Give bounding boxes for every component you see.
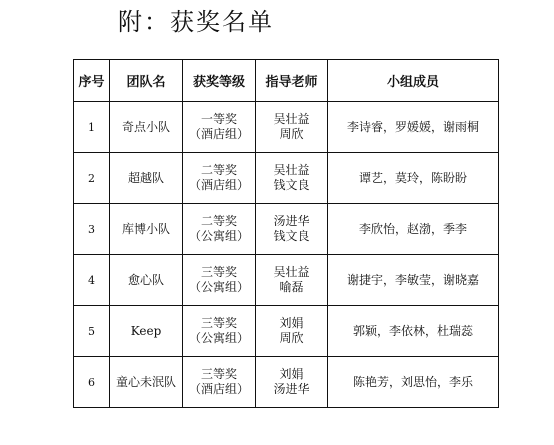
advisor-name: 吴壮益 <box>273 163 310 177</box>
award-group: （公寓组） <box>188 229 249 243</box>
advisor-name: 周欣 <box>279 331 304 345</box>
row-index: 6 <box>74 357 110 408</box>
advisor-name: 钱文良 <box>273 229 310 243</box>
award-group: （公寓组） <box>188 331 249 345</box>
team-members: 谢捷宇，李敏莹，谢晓嘉 <box>328 255 499 306</box>
advisors <box>256 153 328 204</box>
advisors <box>256 255 328 306</box>
row-index: 2 <box>74 153 110 204</box>
table-row <box>74 306 499 357</box>
award-rank: 二等奖 <box>200 214 237 228</box>
table-row <box>74 204 499 255</box>
award-group: （酒店组） <box>188 178 249 192</box>
award-rank: 一等奖 <box>200 112 237 126</box>
row-index: 5 <box>74 306 110 357</box>
team-members: 李欣怡，赵渤，季李 <box>328 204 499 255</box>
advisor-name: 喻磊 <box>279 280 304 294</box>
page-title: 附：获奖名单 <box>118 8 274 36</box>
award-group: （酒店组） <box>188 382 249 396</box>
advisor-name: 汤进华 <box>273 214 310 228</box>
team-name: 愈心队 <box>110 255 183 306</box>
advisor-name: 刘娟 <box>279 367 304 381</box>
award-rank: 二等奖 <box>200 163 237 177</box>
team-name: 奇点小队 <box>110 102 183 153</box>
advisors <box>256 102 328 153</box>
header-members: 小组成员 <box>328 60 499 102</box>
team-members: 陈艳芳，刘思怡，李乐 <box>328 357 499 408</box>
team-name: 超越队 <box>110 153 183 204</box>
award-level <box>183 102 256 153</box>
team-members: 郭颖，李依林，杜瑞蕊 <box>328 306 499 357</box>
advisors <box>256 306 328 357</box>
award-group: （酒店组） <box>188 127 249 141</box>
team-name: 童心未泯队 <box>110 357 183 408</box>
advisors <box>256 357 328 408</box>
advisors <box>256 204 328 255</box>
award-level <box>183 306 256 357</box>
advisor-name: 吴壮益 <box>273 112 310 126</box>
table-row <box>74 153 499 204</box>
row-index: 4 <box>74 255 110 306</box>
award-level <box>183 255 256 306</box>
table-row <box>74 357 499 408</box>
award-list-table-container <box>73 59 498 408</box>
header-team-name: 团队名 <box>110 60 183 102</box>
advisor-name: 刘娟 <box>279 316 304 330</box>
header-award-level: 获奖等级 <box>183 60 256 102</box>
table-row <box>74 102 499 153</box>
header-index: 序号 <box>74 60 110 102</box>
team-members: 李诗睿，罗媛媛，谢雨桐 <box>328 102 499 153</box>
row-index: 3 <box>74 204 110 255</box>
team-name: Keep <box>110 306 183 357</box>
row-index: 1 <box>74 102 110 153</box>
award-level <box>183 204 256 255</box>
advisor-name: 周欣 <box>279 127 304 141</box>
table-header-row <box>74 60 499 102</box>
team-name: 库博小队 <box>110 204 183 255</box>
table-row <box>74 255 499 306</box>
award-rank: 三等奖 <box>200 265 237 279</box>
team-members: 谭艺，莫玲，陈盼盼 <box>328 153 499 204</box>
header-advisor: 指导老师 <box>256 60 328 102</box>
award-rank: 三等奖 <box>200 367 237 381</box>
award-list-table <box>73 59 499 408</box>
award-group: （公寓组） <box>188 280 249 294</box>
award-rank: 三等奖 <box>200 316 237 330</box>
award-level <box>183 357 256 408</box>
advisor-name: 吴壮益 <box>273 265 310 279</box>
advisor-name: 钱文良 <box>273 178 310 192</box>
award-level <box>183 153 256 204</box>
advisor-name: 汤进华 <box>273 382 310 396</box>
